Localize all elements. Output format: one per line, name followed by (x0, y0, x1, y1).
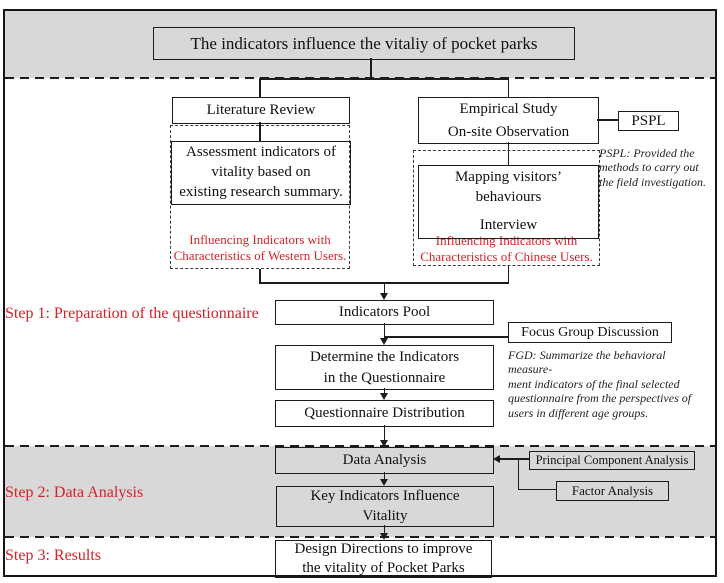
literature-review-box (172, 97, 350, 124)
assessment-line3: existing research summary. (179, 183, 343, 200)
fgd-note-line3: questionnaire from the perspectives of (508, 391, 692, 406)
arrowhead-into-qd (380, 393, 388, 400)
step1-label: Step 1: Preparation of the questionnaire (5, 305, 259, 322)
fgd-annotation (508, 348, 708, 420)
western-users-note-line1: Influencing Indicators with (189, 232, 331, 248)
fgd-note-line2: ment indicators of the final selected (508, 376, 680, 391)
pspl-box (618, 111, 679, 131)
connector-fgd (384, 336, 508, 338)
factor-analysis-box (556, 481, 669, 501)
pca-label: Principal Component Analysis (535, 452, 689, 467)
mapping-line1: Mapping visitors’ (454, 169, 563, 186)
pca-box (529, 451, 695, 470)
mapping-interview-box (418, 165, 599, 239)
title-box (153, 27, 575, 60)
key-indicators-line1: Key Indicators Influence (310, 488, 460, 504)
empirical-study-box (418, 97, 599, 144)
arrowhead-into-key (380, 479, 388, 486)
connector-title-drop (370, 58, 372, 79)
focus-group-box (508, 322, 672, 343)
connector-empirical-pspl (597, 119, 618, 121)
connector-left-merge (259, 269, 261, 283)
indicators-pool-box (275, 300, 494, 325)
assessment-line1: Assessment indicators of (186, 144, 336, 161)
arrowhead-into-pool (380, 293, 388, 300)
fgd-note-line1: FGD: Summarize the behavioral measure- (508, 348, 666, 377)
step2-label: Step 2: Data Analysis (5, 484, 144, 501)
connector-pca-data (500, 458, 530, 460)
mapping-line3: Interview (479, 217, 538, 234)
key-indicators-line2: Vitality (362, 507, 408, 524)
data-analysis-label: Data Analysis (342, 452, 427, 469)
factor-analysis-label: Factor Analysis (571, 482, 654, 498)
assessment-line2: vitality based on (211, 164, 311, 181)
questionnaire-distribution-box (275, 400, 494, 427)
fgd-note-line4: users in different age groups. (508, 405, 649, 420)
key-indicators-box (276, 486, 494, 527)
pspl-label: PSPL (631, 112, 666, 129)
focus-group-label: Focus Group Discussion (521, 324, 659, 340)
assessment-box (171, 141, 351, 205)
data-analysis-box (275, 447, 494, 474)
arrowhead-into-data-right (493, 455, 500, 463)
pspl-note-line2: methods to carry out (599, 160, 699, 175)
connector-right-drop (508, 78, 510, 97)
pspl-annotation (599, 146, 721, 189)
pspl-note-line3: the field investigation. (599, 174, 706, 189)
determine-line1: Determine the Indicators (309, 349, 460, 366)
arrowhead-into-design (380, 533, 388, 540)
step3-label: Step 3: Results (5, 547, 102, 564)
literature-review-label: Literature Review (206, 102, 316, 119)
pspl-note-line1: PSPL: Provided the (599, 146, 695, 160)
page-title: The indicators influence the vitaliy of pocket parks (190, 33, 538, 53)
arrowhead-into-data (380, 440, 388, 447)
indicators-pool-label: Indicators Pool (338, 304, 431, 321)
determine-line2: in the Questionnaire (323, 369, 446, 386)
western-users-note-line2: Characteristics of Western Users. (173, 247, 347, 263)
connector-qd-data (384, 425, 386, 441)
mapping-line2: behaviours (475, 188, 542, 205)
empirical-line2: On-site Observation (447, 123, 570, 140)
design-directions-box (275, 540, 492, 578)
questionnaire-distribution-label: Questionnaire Distribution (304, 405, 465, 422)
connector-factor-horizontal (518, 489, 557, 491)
connector-pca-factor-vertical (518, 458, 520, 490)
empirical-line1: Empirical Study (459, 101, 558, 117)
chinese-users-note-line2: Characteristics of Chinese Users. (420, 248, 593, 264)
connector-right-merge (508, 266, 510, 283)
chinese-users-note-line1: Influencing Indicators with (435, 233, 578, 249)
determine-indicators-box (275, 345, 494, 390)
separator-step3 (5, 536, 715, 538)
arrowhead-into-determine (380, 338, 388, 345)
connector-left-drop (259, 78, 261, 97)
design-line1: Design Directions to improve (294, 541, 473, 558)
connector-split (259, 78, 509, 80)
design-line2: the vitality of Pocket Parks (302, 560, 465, 576)
